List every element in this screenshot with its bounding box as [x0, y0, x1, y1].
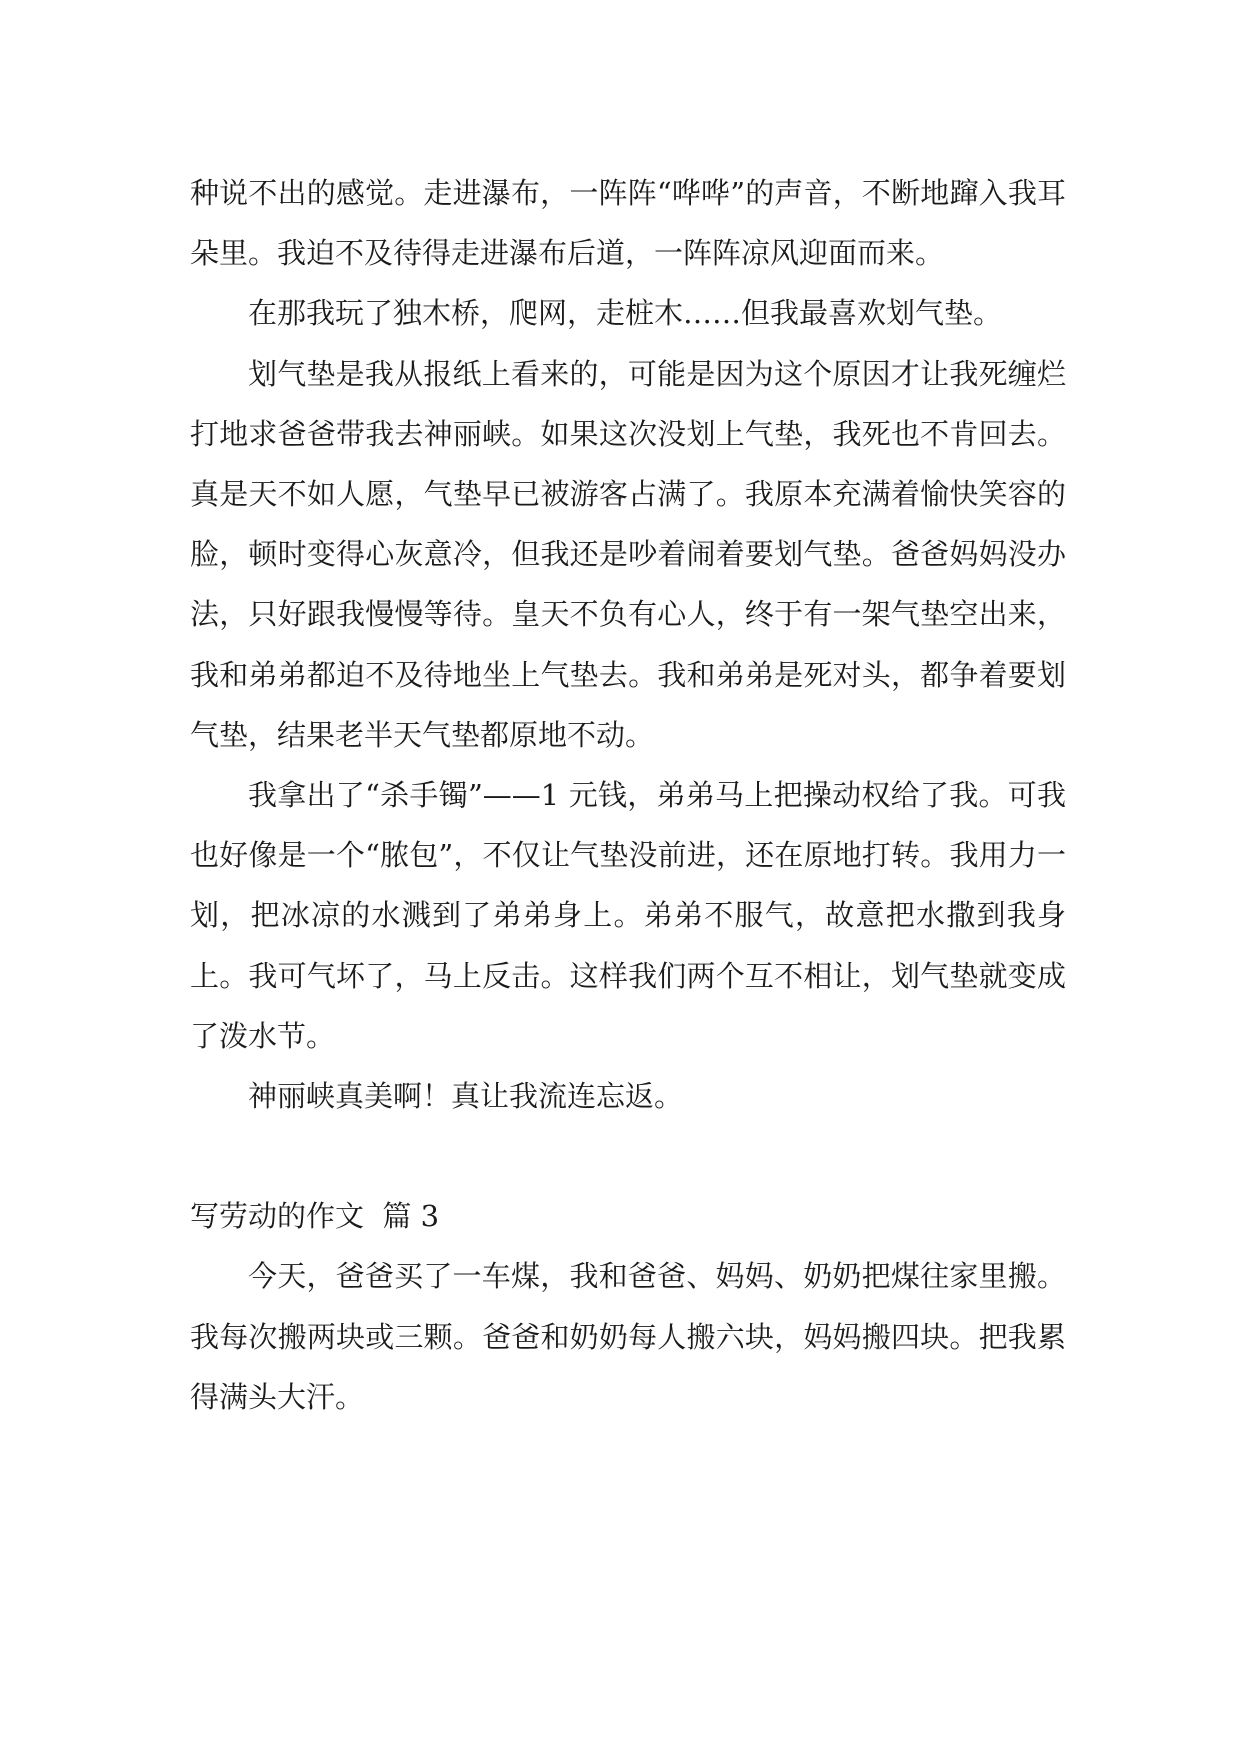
- document-body: [190, 163, 1066, 1427]
- paragraph: 今天，爸爸买了一车煤，我和爸爸、妈妈、奶奶把煤往家里搬。我每次搬两块或三颗。爸爸和奶奶每人搬六块，妈妈搬四块。把我累得满头大汗。: [190, 1259, 1066, 1414]
- paragraph: 神丽峡真美啊！真让我流连忘返。: [248, 1079, 684, 1114]
- section-heading: 写劳动的作文 篇 3: [190, 1199, 440, 1234]
- paragraph-continued: 种说不出的感觉。走进瀑布，一阵阵“哗哗”的声音，不断地蹿入我耳朵里。我迫不及待得走进瀑布后道，一阵阵凉风迎面而来。: [190, 176, 1066, 271]
- paragraph: 我拿出了“杀手镯”——1 元钱，弟弟马上把操动权给了我。可我也好像是一个“脓包”，不仅让气垫没前进，还在原地打转。我用力一划，把冰凉的水溅到了弟弟身上。弟弟不服气，故意把水撒到我身上。我可气坏了，马上反击。这样我们两个互不相让，划气垫就变成了泼水节。: [190, 778, 1066, 1053]
- paragraph: 在那我玩了独木桥，爬网，走桩木……但我最喜欢划气垫。: [248, 296, 1003, 331]
- paragraph: 划气垫是我从报纸上看来的，可能是因为这个原因才让我死缠烂打地求爸爸带我去神丽峡。如果这次没划上气垫，我死也不肯回去。真是天不如人愿，气垫早已被游客占满了。我原本充满着愉快笑容的脸，顿时变得心灰意冷，但我还是吵着闹着要划气垫。爸爸妈妈没办法，只好跟我慢慢等待。皇天不负有心人，终于有一架气垫空出来，我和弟弟都迫不及待地坐上气垫去。我和弟弟是死对头，都争着要划气垫，结果老半天气垫都原地不动。: [190, 356, 1066, 752]
